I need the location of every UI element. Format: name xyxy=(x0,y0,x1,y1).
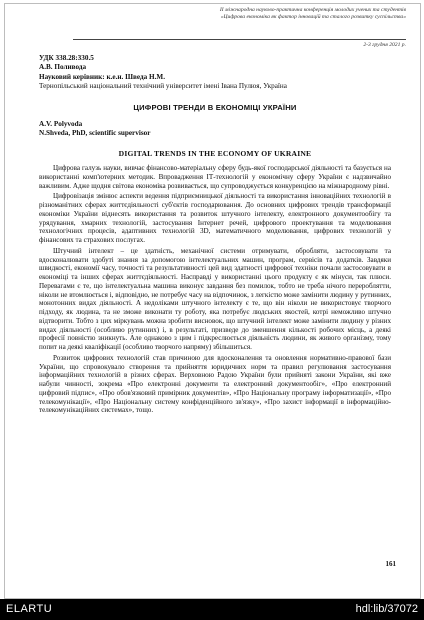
paragraph: Штучний інтелект – це здатність, механічної системи отримувати, обробляти, застосовувати та вдосконалювати здобуті знання за допомогою інтелектуальних машин, програм, сервісів та додатків. Завдяки швидкості, економії часу, точності та результативності цей вид здатності цифрової техніки почали застосовувати в економіці та інших сферах життєдіяльності. Насправді у використанні цього продукту є як мінуси, так плюси. Перевагами є те, що інтелектуальна машина виконує завдання без помилок, тобто не треба нічого перероблятти, ніколи не втомлюється і, відповідно, не потребує часу на відпочинок, з легкістю може замінити людину у рутинних, монотонних видах діяльності. А недоліками штучного інтелекту є те, що він ніколи не використовує творчого підходу, як людина, та не зможе виконати ту роботу, яка потребує людських якостей, котрі неможливо штучно відтворити. Тобто з цих міркувань можна зробити висновок, що штучний інтелект може замінити людину у різних видах діяльності (особливо рутинних) і, в результаті, призведе до зменшення кількості робочих місць, а деякі професії повністю зникнуть. Але однаково з цим і підкреслюється діяльність людини, як живого організму, тому попит на деякі кваліфікації (особливо творчого напряму) збільшиться. xyxy=(39,246,391,351)
header-rule xyxy=(73,39,406,40)
author-uk: А.В. Поливода xyxy=(39,63,87,72)
page-number: 161 xyxy=(385,560,396,568)
supervisor-name: к.е.н. Шведа Н.М. xyxy=(104,72,166,81)
title-en: DIGITAL TRENDS IN THE ECONOMY OF UKRAINE xyxy=(118,149,312,158)
author-en: A.V. Polyvoda xyxy=(39,120,83,128)
supervisor-en: N.Shveda, PhD, scientific supervisor xyxy=(39,129,151,138)
footer-handle: hdl:lib/37072 xyxy=(355,603,418,615)
authors-en xyxy=(39,120,150,139)
paragraph: Розвиток цифрових технологій став причиною для вдосконалення та оновлення нормативно-правової бази України, що спровокувало створення та прийняття юридичних норм та правил регулювання застосування інформаційних технологій в різних сферах. Верховною Радою України були прийняті закони України, які вже набули чинності, зокрема «Про електронні документи та електронний документообіг», «Про електронний цифровий підпис», «Про обов'язковий примірник документів», «Про Національну програму інформатизації», «Про телекомунікації», «Про Національну систему конфіденційного зв'язку», «Про захист інформації в інформаційно-телекомунікаційних системах», тощо. xyxy=(39,353,391,415)
supervisor-uk xyxy=(39,73,399,82)
paragraph: Цифрова галузь науки, вивчає фінансово-матеріальну сферу будь-якої господарської діяльності та базується на використанні комп'ютерних методик. Впровадження ІТ-технологій у економічну сферу України є надзвичайно важливим. Адже щодня світова економіка розвивається, що супроводжується конкуренцією на міжнародному рівні. xyxy=(39,164,391,190)
article-meta xyxy=(39,54,399,92)
conference-header xyxy=(116,7,406,21)
footer-bar xyxy=(0,599,424,620)
footer-repository-name: ELARTU xyxy=(6,603,53,615)
paragraph: Цифровізація змінює аспекти ведення підприємницької діяльності та використання інноваційних технологій в різноманітних сферах життєдіяльності суб'єктів господарювання. До основних цифрових трендів трансформації економіки України віднесять використання та розвиток штучного інтелекту, електронного документообігу та урядування, хмарних технологій, застосування Інтернет речей, цифрового проектування та моделювання технологічних процесів, адаптивних технологій 3D, математичного моделювання, цифрових технологій у фінансових та страхових послугах. xyxy=(39,192,391,244)
conference-line-1: ІІ міжнародна науково-практична конференція молодих учених та студентів xyxy=(219,7,406,13)
document-page xyxy=(4,3,421,599)
supervisor-label: Науковий керівник: xyxy=(39,72,105,81)
title-uk: ЦИФРОВІ ТРЕНДИ В ЕКОНОМІЦІ УКРАЇНИ xyxy=(133,103,297,112)
conference-line-2: «Цифрова економіка як фактор інновацій та сталого розвитку суспільства» xyxy=(220,14,406,21)
udk-code: УДК 338.28:330.5 xyxy=(39,54,94,62)
conference-date: 2-3 грудня 2021 р. xyxy=(363,42,406,48)
article-body xyxy=(39,164,391,417)
affiliation: Тернопільський національний технічний університет імені Івана Пулюя, Україна xyxy=(39,82,287,91)
